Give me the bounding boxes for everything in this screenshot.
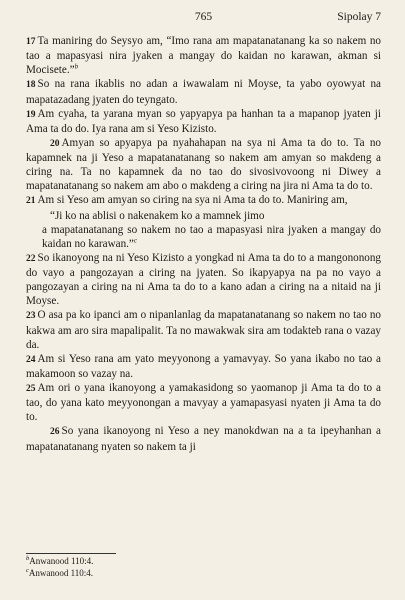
verse-text: Amyan so apyapya pa nyahahapan na sya ni Ama ta do to. Ta no kapamnek na ji Yeso a mapatanatanang so nakem am amyan so makdeng a ciring na. Ta no kapamnek da no tao do sivosivovoong ni Diwey a mapatanatanang so nakem am abo o makdeng a ciring na jira ni Ama ta do to. <box>26 136 381 193</box>
verse-number: 20 <box>50 138 60 149</box>
verse-24 <box>26 352 381 381</box>
verse-25 <box>26 381 381 424</box>
scripture-text <box>26 34 381 454</box>
verse-19 <box>26 107 381 136</box>
footnote-c <box>26 568 93 580</box>
footnote-ref: b <box>74 62 79 71</box>
verse-21 <box>26 193 381 208</box>
verse-text: Am ori o yana ikanoyong a yamakasidong so yaomanop ji Ama ta do to a tao, do yana kato meyyonongan a mavyay a yamapasyasi nyaten ji Ama ta do to. <box>26 382 381 424</box>
footnote-text: Anwanood 110:4. <box>28 567 94 578</box>
page-number: 765 <box>194 11 213 23</box>
footnote-mark: b <box>26 555 30 562</box>
footnote-mark: c <box>26 566 29 574</box>
verse-text: Am cyaha, ta yarana myan so yapyapya pa hanhan ta a mapanop jyaten ji Ama ta do do. Iya rana am si Yeso Kizisto. <box>26 107 381 135</box>
verse-18 <box>26 77 381 106</box>
footnotes <box>26 556 93 579</box>
verse-text: Am si Yeso am amyan so ciring na sya ni Ama ta do to. Maniring am, <box>37 194 348 207</box>
footnote-b <box>26 556 93 568</box>
verse-23 <box>26 308 381 351</box>
verse-26 <box>26 424 381 453</box>
verse-number: 23 <box>26 311 36 322</box>
verse-text: So na rana ikablis no adan a iwawalam ni Moyse, ta yabo oyowyat na mapatazadang jyaten do teyngato. <box>26 78 381 106</box>
verse-text: Ta maniring do Seysyo am, “Imo rana am mapatanatanang ka so nakem no tao a mapasyasi nira jyaken a mangay do kaidan no karawan, akman si Mocisete.” <box>26 35 381 77</box>
verse-22 <box>26 251 381 309</box>
verse-text: So yana ikanoyong ni Yeso a ney manokdwan na a ta ipeyhanhan a mapatanatanang nyaten so nakem ta ji <box>26 425 381 453</box>
footnote-ref: c <box>133 236 137 245</box>
verse-20 <box>26 136 381 194</box>
verse-number: 21 <box>26 196 36 207</box>
verse-number: 25 <box>26 384 36 394</box>
verse-17 <box>26 34 381 77</box>
verse-text: Am si Yeso rana am yato meyyonong a yamavyay. So yana ikabo no tao a makamoon so vazay na. <box>26 352 381 380</box>
quote-line-2: a mapatanatanang so nakem no tao a mapasyasi nira jyaken a mangay do kaidan no karawan.”$^c$ <box>42 223 381 250</box>
verse-number: 24 <box>26 354 36 365</box>
page-header <box>26 0 381 34</box>
verse-number: 18 <box>26 80 36 91</box>
verse-text: O asa pa ko ipanci am o nipanlanlag da mapatanatanang so nakem no tao no kakwa am aro sira mapalipalit. Ta no mawakwak sira am todakteb rana o vazay da. <box>26 309 381 351</box>
quote-line-1: “Ji ko na ablisi o nakenakem ko a mamnek jimo <box>50 209 265 222</box>
verse-number: 22 <box>26 253 36 264</box>
verse-number: 26 <box>50 427 60 438</box>
verse-number: 19 <box>26 109 36 120</box>
footnote-divider <box>26 553 116 554</box>
footnote-text: Anwanood 110:4. <box>29 556 94 566</box>
verse-text: So ikanoyong na ni Yeso Kizisto a yongkad ni Ama ta do to a mangononong do vayo a pangozayan a ciring na jyaten. So ikapyapya na pa no vayo a pangozayan a ciring na ni Ama ta do to a kano adan a ciring na a nitaid na ji Moyse. <box>26 251 381 308</box>
book-reference: Sipolay 7 <box>337 11 381 23</box>
quotation-block <box>26 209 381 251</box>
verse-number: 17 <box>26 37 36 47</box>
